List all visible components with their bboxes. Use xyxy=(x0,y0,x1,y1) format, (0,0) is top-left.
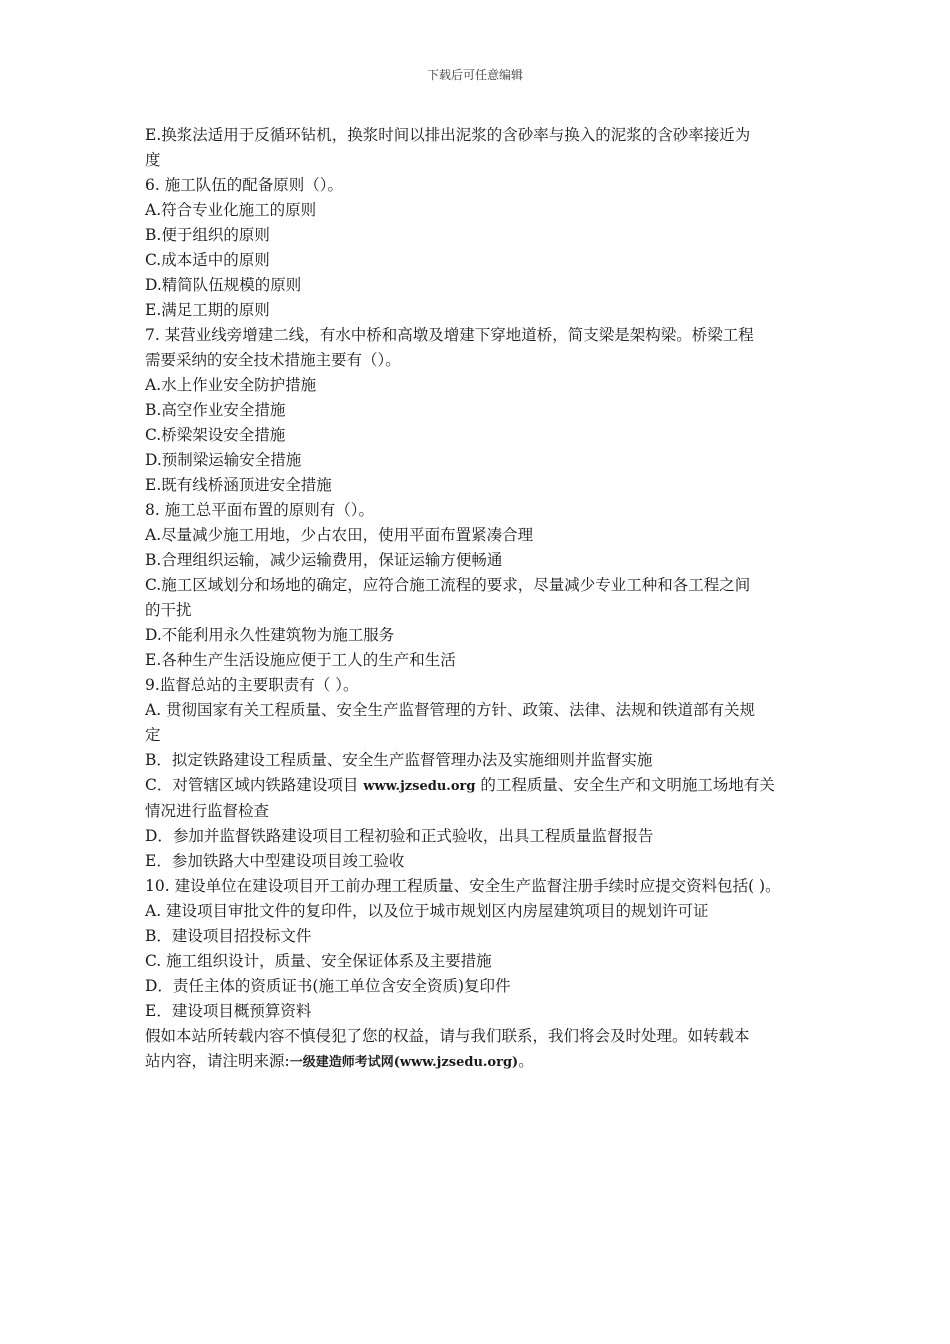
option-line: A. 建设项目审批文件的复印件，以及位于城市规划区内房屋建筑项目的规划许可证 xyxy=(145,902,709,920)
option-line: D.不能利用永久性建筑物为施工服务 xyxy=(145,626,395,644)
document-body xyxy=(145,123,825,1075)
question-8: 8. 施工总平面布置的原则有（）。 xyxy=(145,501,374,519)
page-header: 下载后可任意编辑 xyxy=(426,68,523,82)
option-line: B.高空作业安全措施 xyxy=(145,401,286,419)
option-line: A.水上作业安全防护措施 xyxy=(145,376,317,394)
option-line: C.桥梁架设安全措施 xyxy=(145,426,286,444)
option-line: B．建设项目招投标文件 xyxy=(145,927,312,945)
text-line: 定 xyxy=(145,726,161,744)
disclaimer-line xyxy=(145,1049,825,1075)
option-line: A.符合专业化施工的原则 xyxy=(145,201,317,219)
disclaimer-text: 站内容，请注明来源: xyxy=(145,1052,290,1070)
option-line: E.满足工期的原则 xyxy=(145,301,270,319)
option-line: D．责任主体的资质证书(施工单位含安全资质)复印件 xyxy=(145,977,511,995)
option-line: E.各种生产生活设施应便于工人的生产和生活 xyxy=(145,651,456,669)
option-line: B.合理组织运输，减少运输费用，保证运输方便畅通 xyxy=(145,551,503,569)
text-line: 需要采纳的安全技术措施主要有（）。 xyxy=(145,351,401,369)
option-line: A.尽量减少施工用地，少占农田，使用平面布置紧凑合理 xyxy=(145,526,534,544)
option-line: E．建设项目概预算资料 xyxy=(145,1002,312,1020)
option-line: C.成本适中的原则 xyxy=(145,251,270,269)
option-line: A. 贯彻国家有关工程质量、安全生产监督管理的方针、政策、法律、法规和铁道部有关规 xyxy=(145,701,756,719)
option-line: D．参加并监督铁路建设项目工程初验和正式验收，出具工程质量监督报告 xyxy=(145,827,654,845)
site-link[interactable]: www.jzsedu.org xyxy=(363,779,476,794)
text-line: E.换浆法适用于反循环钻机，换浆时间以排出泥浆的含砂率与换入的泥浆的含砂率接近为 xyxy=(145,126,751,144)
option-line: C.施工区域划分和场地的确定，应符合施工流程的要求，尽量减少专业工种和各工程之间 xyxy=(145,576,751,594)
text-line: 的干扰 xyxy=(145,601,192,619)
disclaimer-line: 假如本站所转载内容不慎侵犯了您的权益，请与我们联系，我们将会及时处理。如转载本 xyxy=(145,1027,750,1045)
question-7: 7. 某营业线旁增建二线，有水中桥和高墩及增建下穿地道桥，简支梁是架构梁。桥梁工程 xyxy=(145,326,754,344)
option-line xyxy=(145,773,825,799)
source-link[interactable]: 一级建造师考试网(www.jzsedu.org) xyxy=(289,1055,519,1070)
option-line: C. 施工组织设计，质量、安全保证体系及主要措施 xyxy=(145,952,492,970)
text-line: 情况进行监督检查 xyxy=(145,802,270,820)
option-line: B．拟定铁路建设工程质量、安全生产监督管理办法及实施细则并监督实施 xyxy=(145,751,653,769)
question-6: 6. 施工队伍的配备原则（）。 xyxy=(145,176,343,194)
option-text: 的工程质量、安全生产和文明施工场地有关 xyxy=(475,776,775,794)
disclaimer-text: 。 xyxy=(518,1052,534,1070)
question-10: 10. 建设单位在建设项目开工前办理工程质量、安全生产监督注册手续时应提交资料包括( )。 xyxy=(145,877,781,895)
option-line: D.精简队伍规模的原则 xyxy=(145,276,302,294)
option-line: E．参加铁路大中型建设项目竣工验收 xyxy=(145,852,405,870)
option-text: C．对管辖区域内铁路建设项目 xyxy=(145,776,364,794)
option-line: D.预制梁运输安全措施 xyxy=(145,451,302,469)
text-line: 度 xyxy=(145,151,161,169)
question-9: 9.监督总站的主要职责有（ ）。 xyxy=(145,676,359,694)
option-line: B.便于组织的原则 xyxy=(145,226,270,244)
option-line: E.既有线桥涵顶进安全措施 xyxy=(145,476,332,494)
